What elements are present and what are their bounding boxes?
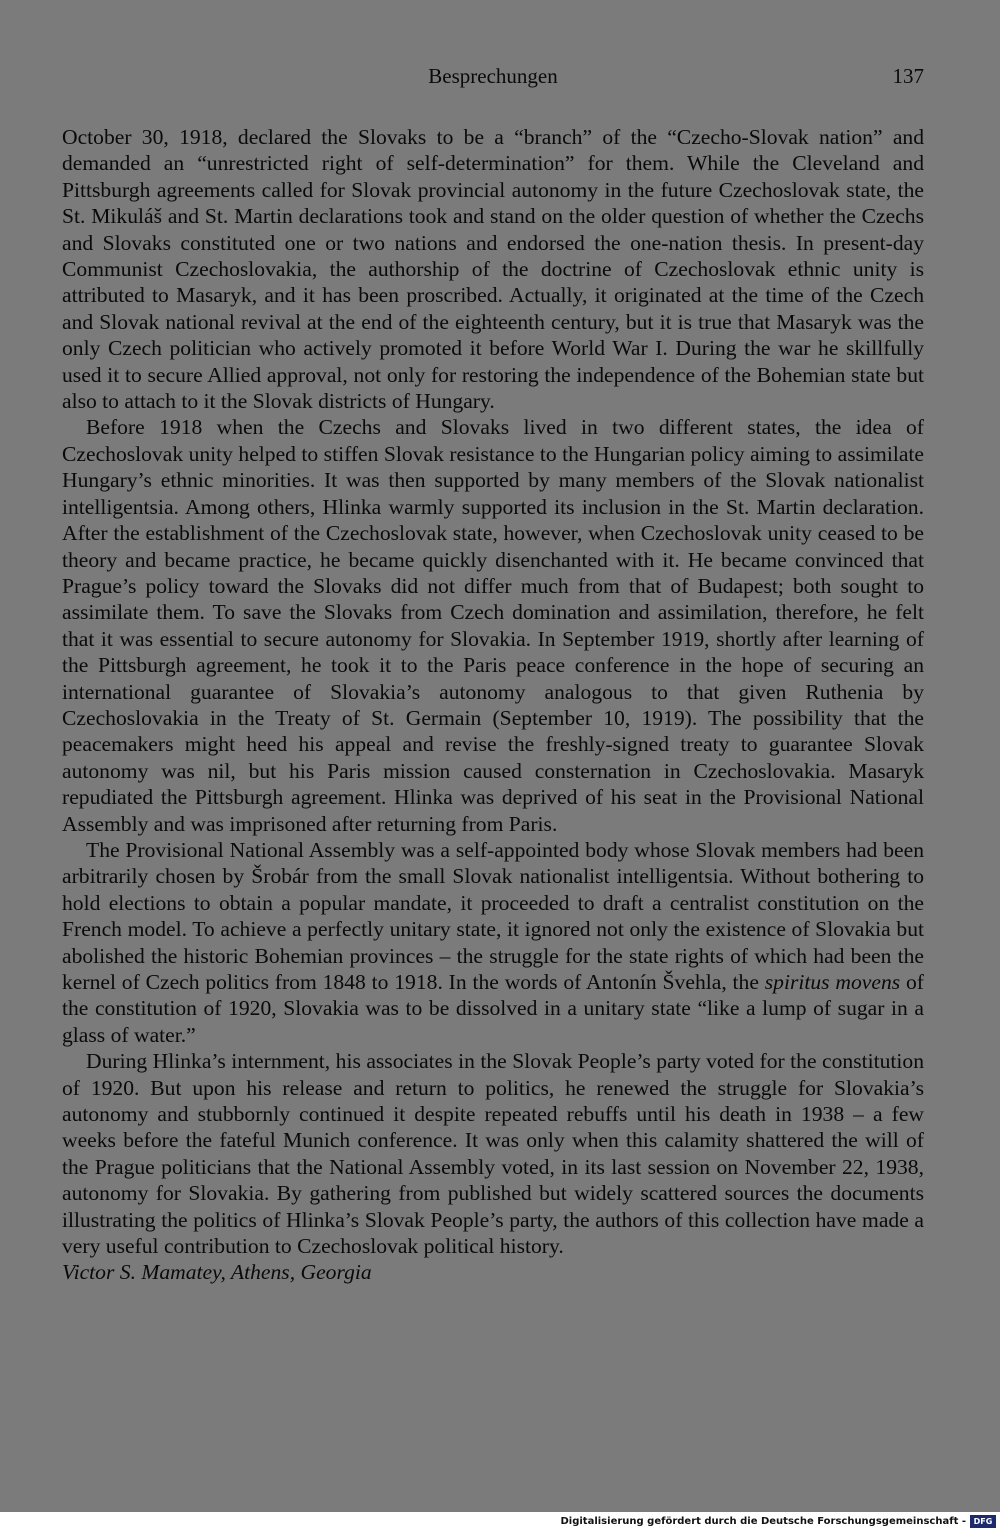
article-body [62,124,924,1286]
paragraph-3-italic-phrase: spiritus movens [764,970,901,994]
paragraph-4: During Hlinka’s internment, his associates in the Slovak People’s party voted for the constitution of 1920. But upon his release and return to politics, he renewed the struggle for Slovakia’s autonomy and stubbornly continued it despite repeated rebuffs until his death in 1938 – a few weeks before the fateful Munich conference. It was only when this calamity shattered the will of the Prague politicians that the National Assembly voted, in its last session on November 22, 1938, autonomy for Slovakia. By gathering from published but widely scattered sources the documents illustrating the politics of Hlinka’s Slovak People’s party, the authors of this collection have made a very useful contribution to Czechoslovak political history. [62,1049,924,1259]
running-title: Besprechungen [428,64,558,88]
funding-note: Digitalisierung gefördert durch die Deutsche Forschungsgemeinschaft - [560,1516,966,1527]
page-number: 137 [892,64,924,88]
paragraph-1: October 30, 1918, declared the Slovaks to be a “branch” of the “Czecho-Slovak nation” and demanded an “unrestricted right of self-determination” for them. While the Cleveland and Pittsburgh agreements called for Slovak provincial autonomy in the future Czechoslovak state, the St. Mikuláš and St. Martin declarations took and stand on the older question of whether the Czechs and Slovaks constituted one or two nations and endorsed the one-nation thesis. In present-day Communist Czechoslovakia, the authorship of the doctrine of Czechoslovak ethnic unity is attributed to Masaryk, and it has been proscribed. Actually, it originated at the time of the Czech and Slovak national revival at the end of the eighteenth century, but it is true that Masaryk was the only Czech politician who actively promoted it before World War I. During the war he skillfully used it to secure Allied approval, not only for restoring the independence of the Bohemian state but also to attach to it the Slovak districts of Hungary. [62,125,924,414]
paragraph-3 [62,837,924,1048]
dfg-logo: DFG [970,1515,996,1528]
paragraph-3-start: The Provisional National Assembly was a self-appointed body whose Slovak members had been arbitrarily chosen by Šrobár from the small Slovak nationalist intelligentsia. Without bothering to hold elections to obtain a popular mandate, it proceeded to draft a centralist constitution on the French model. To achieve a perfectly unitary state, it ignored not only the existence of Slovakia but abolished the historic Bohemian provinces – the struggle for the state rights of which had been the kernel of Czech politics from 1848 to 1918. In the words of Antonín Švehla, the [62,837,924,994]
review-signature: Victor S. Mamatey, Athens, Georgia [62,1260,372,1285]
digitization-footer [0,1512,1000,1532]
paragraph-3-end: of the constitution of 1920, Slovakia was to be dissolved in a unitary state “like a lump of sugar in a glass of water.” [62,970,924,1047]
paragraph-2: Before 1918 when the Czechs and Slovaks lived in two different states, the idea of Czechoslovak unity helped to stiffen Slovak resistance to the Hungarian policy aiming to assimilate Hungary’s ethnic minorities. It was then supported by many members of the Slovak nationalist intelligentsia. Among others, Hlinka warmly supported its inclusion in the St. Martin declaration. After the establishment of the Czechoslovak state, however, when Czechoslovak unity ceased to be theory and became practice, he became quickly disenchanted with it. He became convinced that Prague’s policy toward the Slovaks did not differ much from that of Budapest; both sought to assimilate them. To save the Slovaks from Czech domination and assimilation, therefore, he felt that it was essential to secure autonomy for Slovakia. In September 1919, shortly after learning of the Pittsburgh agreement, he took it to the Paris peace conference in the hope of securing an international guarantee of Slovakia’s autonomy analogous to that given Ruthenia by Czechoslovakia in the Treaty of St. Germain (September 10, 1919). The possibility that the peacemakers might heed his appeal and revise the freshly-signed treaty to guarantee Slovak autonomy was nil, but his Paris mission caused consternation in Czechoslovakia. Masaryk repudiated the Pittsburgh agreement. Hlinka was deprived of his seat in the Provisional National Assembly and was imprisoned after returning from Paris. [62,415,924,836]
page-header [62,64,924,94]
